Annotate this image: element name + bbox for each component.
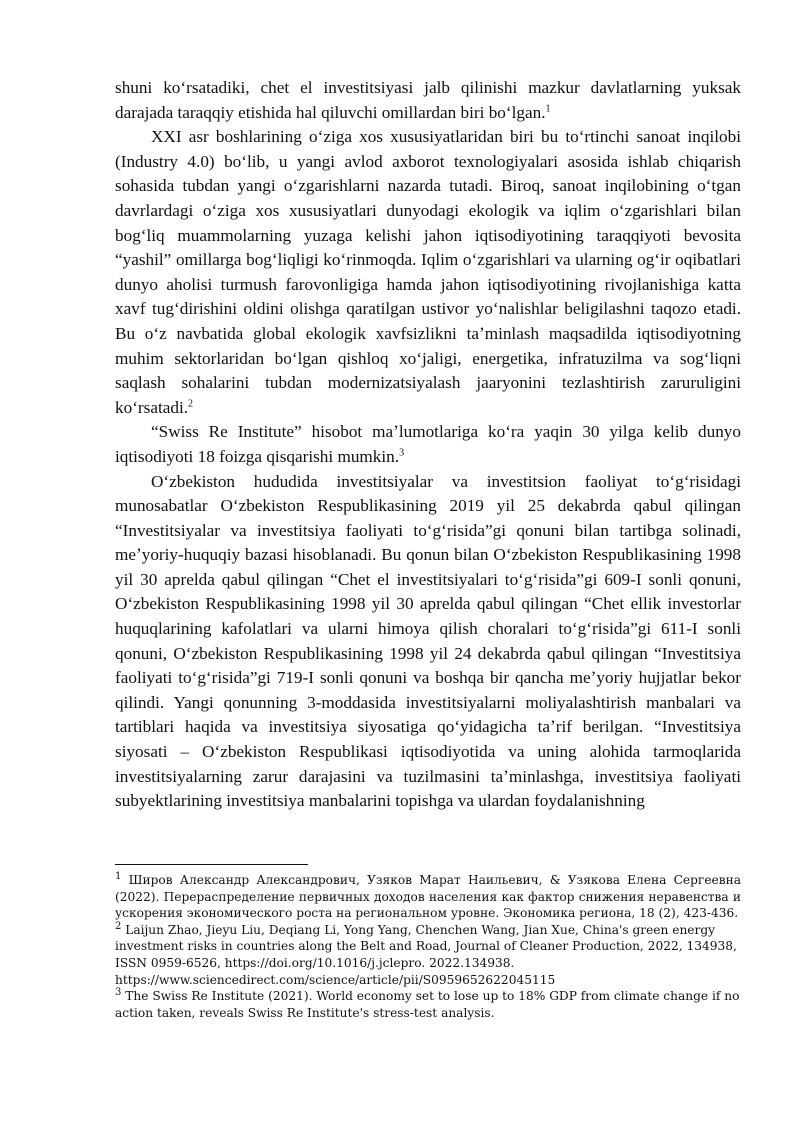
footnote-3 [115, 988, 741, 1021]
footnote-number: 3 [115, 987, 122, 999]
footnote-number: 1 [115, 870, 122, 882]
footnote-2-url[interactable] [115, 972, 741, 989]
footnote-text: Широв Александр Александрович, Узяков Марат Наильевич, & Узякова Елена Сергеевна (2022). Перераспределение первичных доходов населения как фактор снижения неравенства и ускорения экономического роста на региональном уровне. Экономика региона, 18 (2), 423-436. [115, 873, 741, 921]
footnote-ref-1[interactable]: 1 [545, 102, 551, 114]
body-text [115, 76, 741, 814]
footnote-ref-3[interactable]: 3 [399, 447, 405, 459]
paragraph-investment-law [115, 470, 741, 814]
paragraph-text: Oʻzbekiston hududida investitsiyalar va investitsion faoliyat toʻgʻrisidagi munosabatlar Oʻzbekiston Respublikasining 2019 yil 25 dekabrda qabul qilingan “Investitsiyalar va investitsiya faoliyati toʻgʻrisida”gi qonuni bilan tartibga solinadi, meʼyoriy-huquqiy bazasi hisoblanadi. Bu qonun bilan Oʻzbekiston Respublikasining 1998 yil 30 aprelda qabul qilingan “Chet el investitsiyalari toʻgʻrisida”gi 609-I sonli qonuni, Oʻzbekiston Respublikasining 1998 yil 30 aprelda qabul qilingan “Chet ellik investorlar huquqlarining kafolatlari va ularni himoya qilish choralari toʻgʻrisida”gi 611-I sonli qonuni, Oʻzbekiston Respublikasining 1998 yil 24 dekabrda qabul qilingan “Investitsiya faoliyati toʻgʻrisida”gi 719-I sonli qonuni va boshqa bir qancha meʼyoriy hujjatlar bekor qilindi. Yangi qonunning 3-moddasida investitsiyalarni moliyalashtirish manbalari va tartiblari haqida va investitsiya siyosatiga qoʻyidagicha taʼrif berilgan. “Investitsiya siyosati – Oʻzbekiston Respublikasi iqtisodiyotida va uning alohida tarmoqlarida investitsiyalarning zarur darajasini va tuzilmasini taʼminlashga, investitsiya faoliyati subyektlarining investitsiya manbalarini topishga va ulardan foydalanishning [115, 471, 741, 811]
paragraph-swiss-re [115, 420, 741, 469]
footnotes [115, 872, 741, 1021]
footnote-link[interactable]: https://www.sciencedirect.com/science/article/pii/S0959652622045115 [115, 972, 556, 987]
paragraph-industry-4 [115, 125, 741, 420]
paragraph-continuation [115, 76, 741, 125]
footnote-separator [115, 864, 308, 865]
footnote-number: 2 [115, 920, 122, 932]
footnote-text: Laijun Zhao, Jieyu Liu, Deqiang Li, Yong Yang, Chenchen Wang, Jian Xue, China's green energy investment risks in countries along the Belt and Road, Journal of Cleaner Production, 2022, 134938, ISSN 0959-6526, https://doi.org/10.1016/j.jclepro. 2022.134938. [115, 922, 737, 970]
paragraph-text: shuni koʻrsatadiki, chet el investitsiyasi jalb qilinishi mazkur davlatlarning yuksak darajada taraqqiy etishida hal qiluvchi omillardan biri boʻlgan. [115, 78, 741, 122]
paragraph-text: XXI asr boshlarining oʻziga xos xususiyatlaridan biri bu toʻrtinchi sanoat inqilobi (Industry 4.0) boʻlib, u yangi avlod axborot texnologiyalari asosida ishlab chiqarish sohasida tubdan yangi oʻzgarishlarni nazarda tutadi. Biroq, sanoat inqilobining oʻtgan davrlardagi oʻziga xos xususiyatlari dunyodagi ekologik va iqlim oʻzgarishlari bilan bogʻliq muammolarning yuzaga kelishi jahon iqtisodiyotining taraqqiyoti bevosita “yashil” omillarga bogʻliqligi koʻrinmoqda. Iqlim oʻzgarishlari va ularning ogʻir oqibatlari dunyo aholisi turmush farovonligiga hamda jahon iqtisodiyotining rivojlanishiga katta xavf tugʻdirishini oldini olishga qaratilgan ustivor yoʻnalishlar beligilashni taqozo etadi. Bu oʻz navbatida global ekologik xavfsizlikni taʼminlash maqsadilda iqtisodiyotning muhim sektorlaridan boʻlgan qishloq xoʻjaligi, energetika, infratuzilma va sogʻliqni saqlash sohalarini tubdan modernizatsiyalash jaaryonini tezlashtirish zaruruligini koʻrsatadi. [115, 127, 741, 417]
footnote-1 [115, 872, 741, 922]
footnote-text: The Swiss Re Institute (2021). World economy set to lose up to 18% GDP from climate change if no action taken, reveals Swiss Re Institute's stress-test analysis. [115, 989, 740, 1020]
paragraph-text: “Swiss Re Institute” hisobot maʼlumotlariga koʻra yaqin 30 yilga kelib dunyo iqtisodiyoti 18 foizga qisqarishi mumkin. [115, 422, 741, 466]
footnote-ref-2[interactable]: 2 [188, 397, 194, 409]
footnote-2 [115, 922, 741, 972]
